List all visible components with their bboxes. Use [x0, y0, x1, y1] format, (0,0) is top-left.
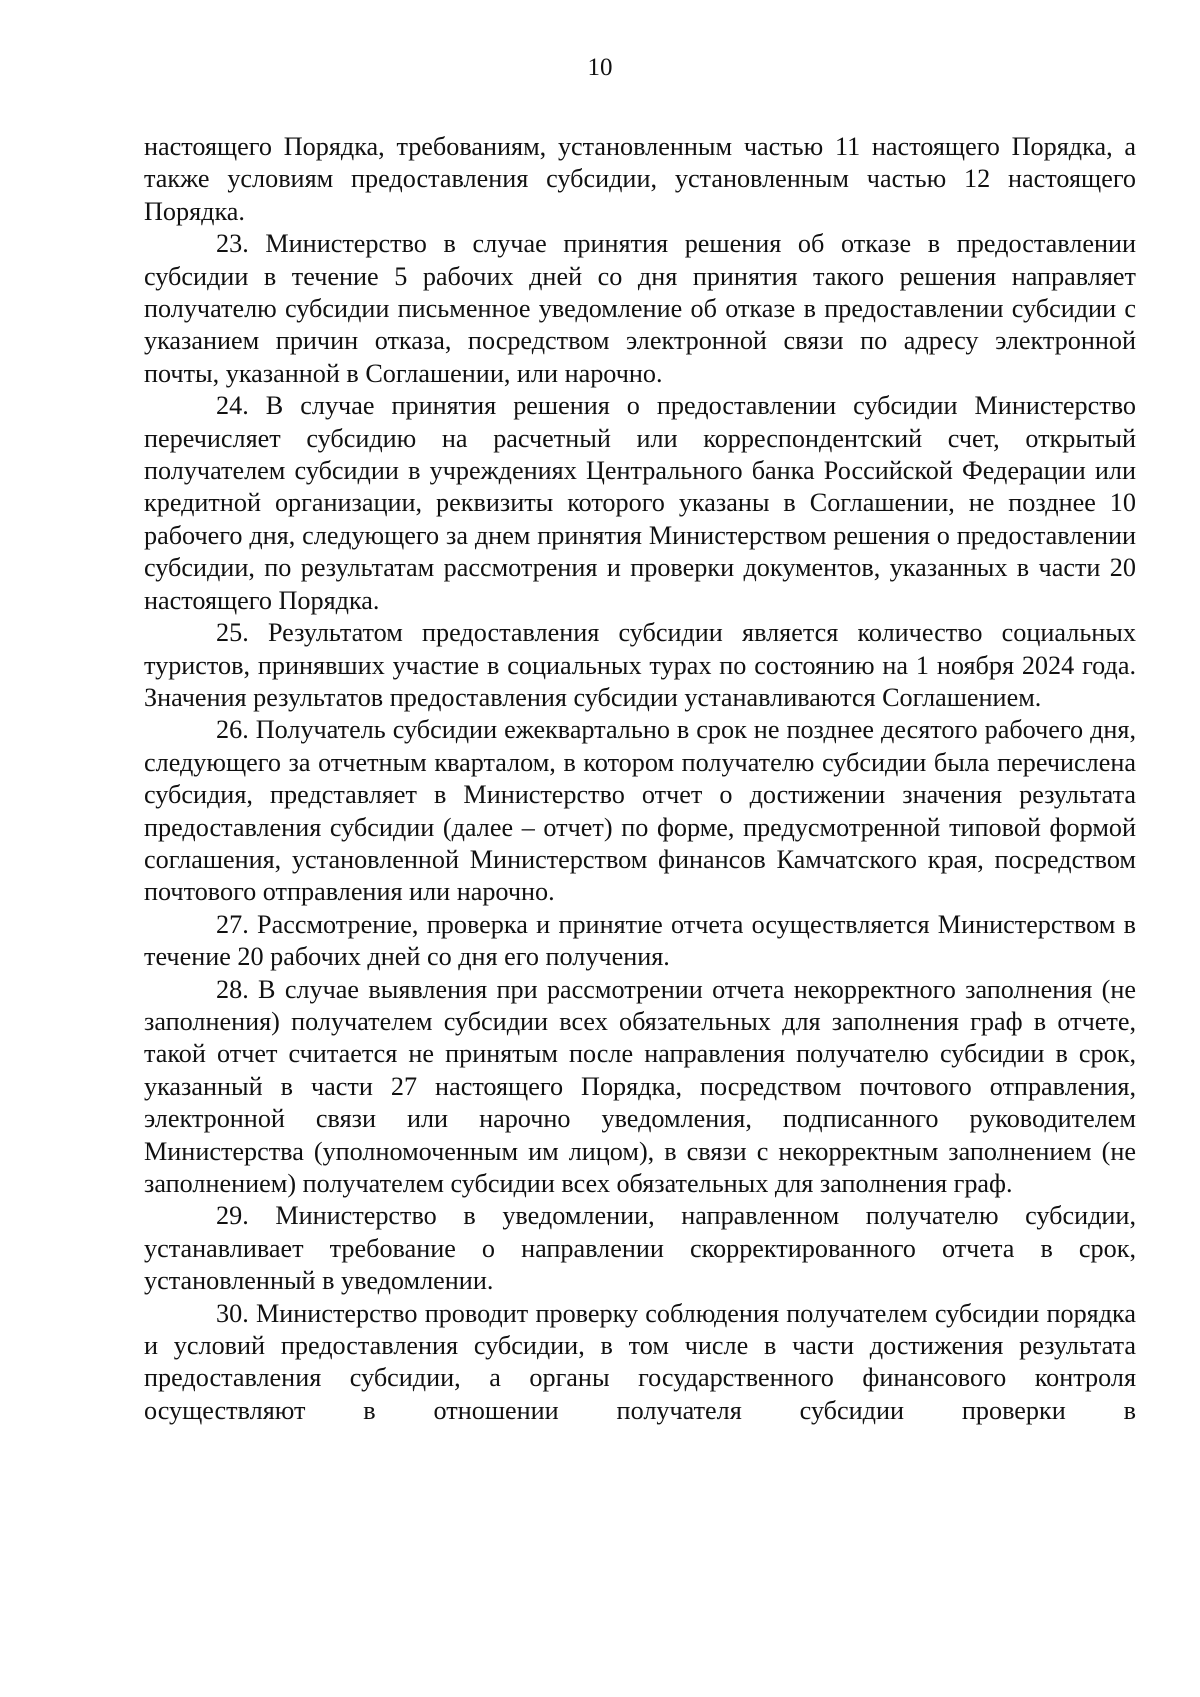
paragraph-28: 28. В случае выявления при рассмотрении отчета некорректного заполнения (не заполнения) получателем субсидии всех обязательных для заполнения граф в отчете, такой отчет считается не принятым после направления получателю субсидии в срок, указанный в части 27 настоящего Порядка, посредством почтового отправления, электронной связи или нарочно уведомления, подписанного руководителем Министерства (уполномоченным им лицом), в связи с некорректным заполнением (не заполнением) получателем субсидии всех обязательных для заполнения граф.: [144, 974, 1136, 1198]
paragraph-29: 29. Министерство в уведомлении, направленном получателю субсидии, устанавливает требование о направлении скорректированного отчета в срок, установленный в уведомлении.: [144, 1201, 1136, 1296]
document-body: [144, 131, 1136, 1427]
paragraph-27: 27. Рассмотрение, проверка и принятие отчета осуществляется Министерством в течение 20 рабочих дней со дня его получения.: [144, 909, 1136, 972]
paragraph-26: 26. Получатель субсидии ежеквартально в срок не позднее десятого рабочего дня, следующего за отчетным кварталом, в котором получателю субсидии была перечислена субсидия, представляет в Министерство отчет о достижении значения результата предоставления субсидии (далее – отчет) по форме, предусмотренной типовой формой соглашения, установленной Министерством финансов Камчатского края, посредством почтового отправления или нарочно.: [144, 715, 1136, 907]
page-number: 10: [587, 54, 613, 81]
paragraph-24: 24. В случае принятия решения о предоставлении субсидии Министерство перечисляет субсидию на расчетный или корреспондентский счет, открытый получателем субсидии в учреждениях Центрального банка Российской Федерации или кредитной организации, реквизиты которого указаны в Соглашении, не позднее 10 рабочего дня, следующего за днем принятия Министерством решения о предоставлении субсидии, по результатам рассмотрения и проверки документов, указанных в части 20 настоящего Порядка.: [144, 391, 1136, 615]
paragraph-23: 23. Министерство в случае принятия решения об отказе в предоставлении субсидии в течение 5 рабочих дней со дня принятия такого решения направляет получателю субсидии письменное уведомление об отказе в предоставлении субсидии с указанием причин отказа, посредством электронной связи по адресу электронной почты, указанной в Соглашении, или нарочно.: [144, 229, 1136, 388]
paragraph-25: 25. Результатом предоставления субсидии является количество социальных туристов, принявших участие в социальных турах по состоянию на 1 ноября 2024 года. Значения результатов предоставления субсидии устанавливаются Соглашением.: [144, 618, 1136, 712]
paragraph-30: 30. Министерство проводит проверку соблюдения получателем субсидии порядка и условий предоставления субсидии, в том числе в части достижения результата предоставления субсидии, а органы государственного финансового контроля осуществляют в отношении получателя субсидии проверки в: [144, 1298, 1136, 1425]
paragraph-continuation: настоящего Порядка, требованиям, установленным частью 11 настоящего Порядка, а также условиям предоставления субсидии, установленным частью 12 настоящего Порядка.: [144, 132, 1136, 226]
